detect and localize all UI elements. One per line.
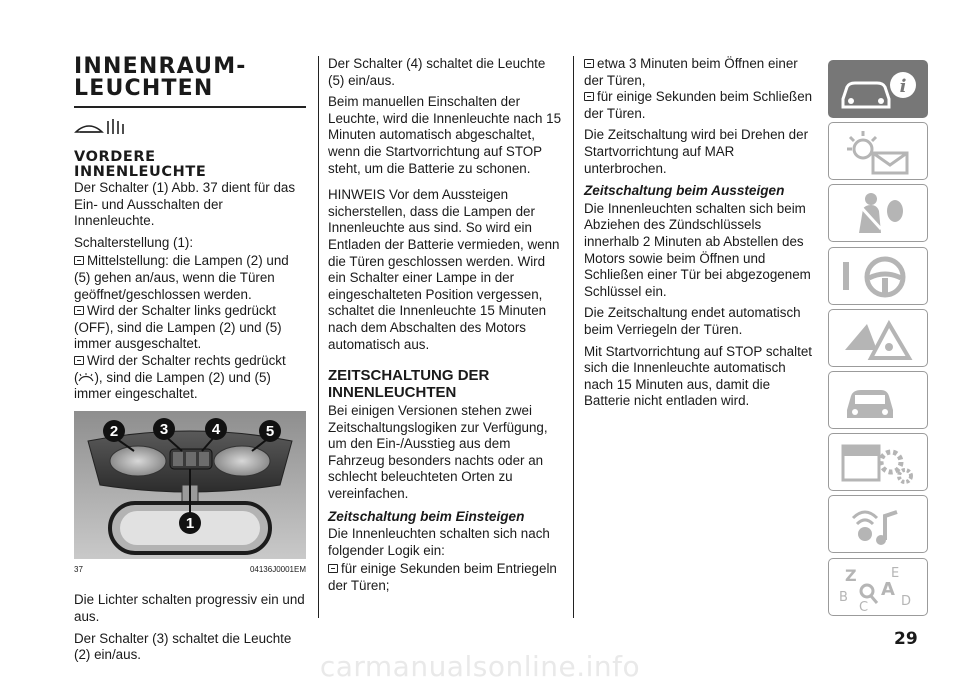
svg-text:i: i: [899, 76, 907, 97]
paragraph: Bei einigen Versionen stehen zwei Zeitschaltungslogiken zur Verfügung, um den Ein-/Ausstieg aus dem Fahrzeug besonders nachts oder an schlecht beleuchteten Orten zu vereinfachen.: [328, 403, 548, 502]
bullet-text: etwa 3 Minuten beim Öffnen einer der Türen,: [584, 56, 798, 88]
warning-triangle-icon: [837, 314, 921, 364]
bullet-item: [328, 561, 562, 594]
bullet-text: Mittelstellung: die Lampen (2) und (5) gehen an/aus, wenn die Türen geöffnet/geschlossen werden.: [74, 253, 289, 302]
figure-number: 37: [74, 564, 83, 574]
bullet-item: [584, 56, 816, 89]
callout-4: 4: [211, 420, 221, 438]
callout-2: 2: [109, 422, 119, 440]
paragraph: Die Innenleuchten schalten sich nach folgender Logik ein:: [328, 526, 550, 558]
paragraph: Beim manuellen Einschalten der Leuchte, wird die Innenleuchte nach 15 Minuten automatisch abgeschaltet, wenn die Startvorrichtung auf STOP steht, um die Batterie zu schonen.: [328, 94, 562, 176]
bullet-text: Wird der Schalter rechts gedrückt: [87, 353, 286, 369]
bullet-icon: [74, 356, 84, 365]
sub-heading: Zeitschaltung beim Aussteigen: [584, 183, 785, 199]
steering-wheel-icon: [837, 252, 921, 302]
paragraph: Der Schalter (4) schaltet die Leuchte (5) ein/aus.: [328, 56, 546, 88]
seatbelt-airbag-icon: [837, 189, 921, 239]
paragraph: Mit Startvorrichtung auf STOP schaltet sich die Innenleuchte automatisch nach 15 Minuten aus, damit die Batterie nicht entladen wird.: [584, 343, 812, 409]
index-letter-b: B: [839, 589, 848, 605]
bullet-icon: [584, 92, 594, 101]
intro-paragraph: Der Schalter (1) Abb. 37 dient für das Ein- und Ausschalten der Innenleuchte.: [74, 180, 296, 229]
title-rule: [74, 106, 306, 108]
figure-interior-lamp: [74, 411, 306, 559]
sub-heading: Zeitschaltung beim Einsteigen: [328, 508, 525, 524]
chapter-title-line-2: LEUCHTEN: [74, 76, 214, 101]
section-heading-line-1: VORDERE: [74, 149, 156, 166]
column-2: [328, 56, 562, 595]
callout-5: 5: [265, 422, 275, 440]
section-heading: ZEITSCHALTUNG DER INNENLEUCHTEN: [328, 367, 490, 402]
bullet-icon: [74, 306, 84, 315]
bullet-text: ), sind die Lampen (2) und (5) immer eingeschaltet.: [74, 369, 271, 402]
tab-car-info[interactable]: [828, 60, 928, 118]
car-breakdown-icon: [837, 376, 921, 426]
lamp-on-symbol-icon: [78, 373, 94, 382]
page-number: 29: [894, 629, 918, 649]
dashboard-lights-icon: [837, 127, 921, 177]
paragraph: Die Lichter schalten progressiv ein und aus.: [74, 592, 305, 624]
bullet-text: Wird der Schalter links gedrückt (OFF), sind die Lampen (2) und (5) immer ausgeschaltet.: [74, 303, 282, 352]
bullet-item: [74, 303, 306, 353]
index-letter-c: C: [859, 599, 869, 613]
chapter-title-line-1: INNENRAUM-: [74, 54, 247, 79]
index-letter-e: E: [891, 565, 900, 581]
paragraph: Die Innenleuchten schalten sich beim Abziehen des Zündschlüssels innerhalb 2 Minuten ab Abstellen des Motors sowie beim Öffnen und Schließen einer Tür bei abgezogenem Schlüssel ein.: [584, 200, 811, 299]
column-divider: [573, 56, 574, 618]
tab-index[interactable]: [828, 558, 928, 616]
column-1: [74, 56, 306, 669]
tab-driving[interactable]: [828, 247, 928, 305]
bullet-item: Wird der Schalter rechts gedrückt ( ), sind die Lampen (2) und (5) immer eingeschaltet.: [74, 353, 286, 402]
switch-positions-label: Schalterstellung (1):: [74, 234, 194, 250]
watermark: carmanualsonline.info: [319, 650, 641, 683]
callout-1: 1: [185, 514, 195, 532]
tab-breakdown[interactable]: [828, 371, 928, 429]
bullet-item: [74, 253, 306, 303]
alphabetical-index-icon: [837, 563, 921, 613]
section-heading-line-2: INNENLEUCHTE: [74, 164, 207, 181]
car-info-icon: [837, 65, 921, 115]
bullet-item: [584, 89, 816, 122]
multimedia-icon: [837, 500, 921, 550]
tab-dashboard-lights[interactable]: [828, 122, 928, 180]
bullet-icon: [584, 59, 594, 68]
section-heading: [74, 150, 306, 180]
callout-3: 3: [159, 420, 169, 438]
figure-image: [74, 411, 306, 559]
maintenance-gears-icon: [837, 438, 921, 488]
index-letter-z: Z: [845, 565, 857, 585]
tab-maintenance[interactable]: [828, 433, 928, 491]
figure-code: 04136J0001EM: [249, 564, 306, 574]
index-letter-a: A: [881, 578, 895, 600]
bullet-text: für einige Sekunden beim Entriegeln der Türen;: [328, 561, 557, 594]
tab-multimedia[interactable]: [828, 495, 928, 553]
paragraph: Die Zeitschaltung endet automatisch beim Verriegeln der Türen.: [584, 305, 801, 337]
bullet-icon: [328, 564, 338, 573]
tab-emergency[interactable]: [828, 309, 928, 367]
interior-lamp-icon: [74, 118, 132, 136]
paragraph: Der Schalter (3) schaltet die Leuchte (2) ein/aus.: [74, 630, 292, 663]
index-letter-d: D: [901, 593, 912, 609]
bullet-text: für einige Sekunden beim Schließen der Türen.: [584, 89, 813, 121]
chapter-title: [74, 56, 306, 100]
column-divider: [318, 56, 319, 618]
paragraph: Die Zeitschaltung wird bei Drehen der Startvorrichtung auf MAR unterbrochen.: [584, 127, 809, 176]
bullet-icon: [74, 256, 84, 265]
figure-caption: [74, 562, 306, 579]
column-3: [584, 56, 816, 415]
chapter-tabs: [828, 60, 928, 620]
note-paragraph: HINWEIS Vor dem Aussteigen sicherstellen, dass die Lampen der Innenleuchte aus sind. So wird ein Entladen der Batterie vermieden, wenn die Türen geschlossen werden. Wird ein Schalter einer Lampe in der eingeschalteten Position vergessen, schaltet die Innenleuchte 15 Minuten nach dem Abschalten des Motors automatisch aus.: [328, 187, 560, 352]
tab-safety[interactable]: [828, 184, 928, 242]
